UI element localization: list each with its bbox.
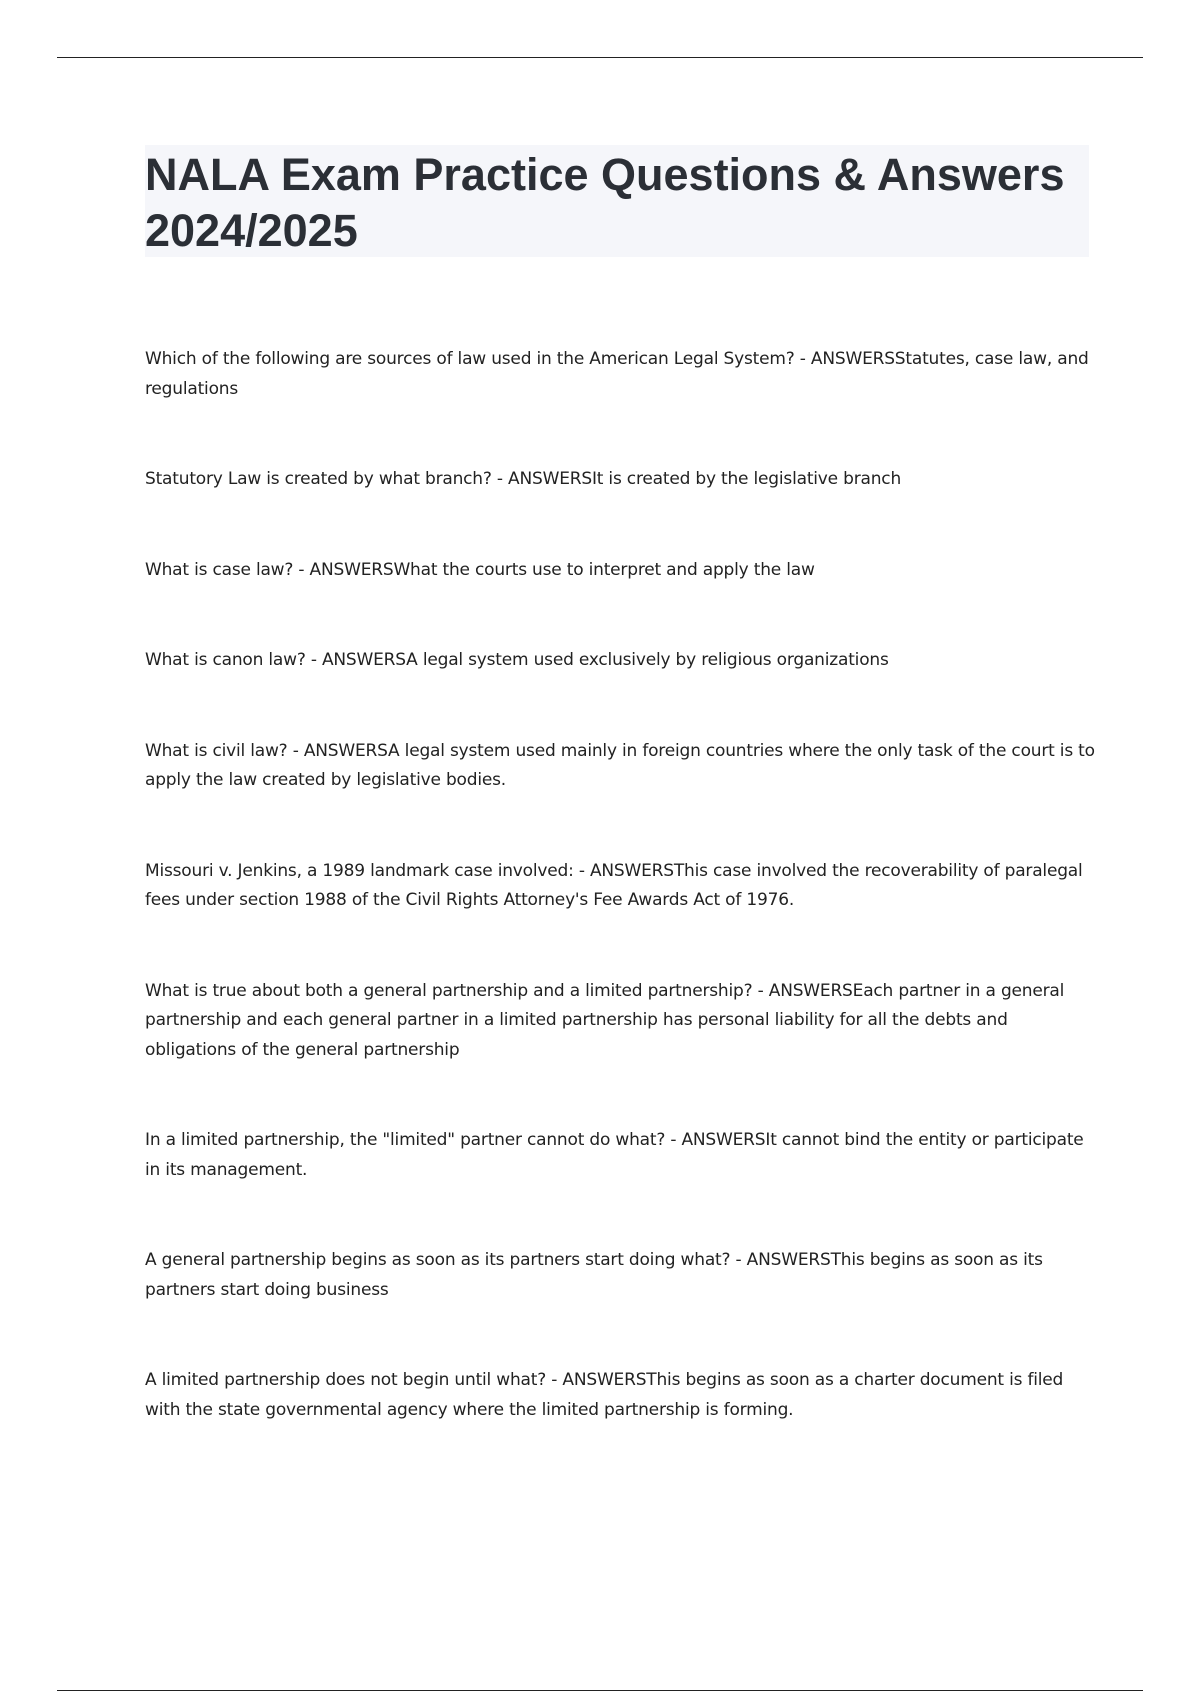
qa-item: What is true about both a general partnership and a limited partnership? - ANSWERSEach partner in a general partnership and each general partner in a limited partnership has personal liability for all the debts and obligations of the general partnership bbox=[145, 980, 1065, 1060]
qa-item: A limited partnership does not begin until what? - ANSWERSThis begins as soon as a charter document is filed with the state governmental agency where the limited partnership is forming. bbox=[145, 1370, 1064, 1420]
qa-item: What is canon law? - ANSWERSA legal system used exclusively by religious organizations bbox=[145, 650, 889, 670]
qa-item: Which of the following are sources of law used in the American Legal System? - ANSWERSStatutes, case law, and regulations bbox=[145, 349, 1089, 399]
footer-rule bbox=[57, 1690, 1143, 1691]
header-rule bbox=[57, 57, 1143, 58]
page-title: NALA Exam Practice Questions & Answers 2024/2025 bbox=[145, 149, 1065, 256]
qa-item: A general partnership begins as soon as its partners start doing what? - ANSWERSThis begins as soon as its partners start doing business bbox=[145, 1250, 1043, 1300]
title-block bbox=[145, 145, 1089, 257]
qa-item: In a limited partnership, the "limited" partner cannot do what? - ANSWERSIt cannot bind the entity or participate in its management. bbox=[145, 1130, 1084, 1180]
qa-item: What is civil law? - ANSWERSA legal system used mainly in foreign countries where the only task of the court is to apply the law created by legislative bodies. bbox=[145, 740, 1095, 790]
qa-list bbox=[145, 345, 1095, 1486]
qa-item: What is case law? - ANSWERSWhat the courts use to interpret and apply the law bbox=[145, 559, 815, 580]
qa-item: Statutory Law is created by what branch? - ANSWERSIt is created by the legislative branch bbox=[145, 469, 902, 489]
qa-item: Missouri v. Jenkins, a 1989 landmark case involved: - ANSWERSThis case involved the recoverability of paralegal fees under section 1988 of the Civil Rights Attorney's Fee Awards Act of 1976. bbox=[145, 860, 1083, 910]
